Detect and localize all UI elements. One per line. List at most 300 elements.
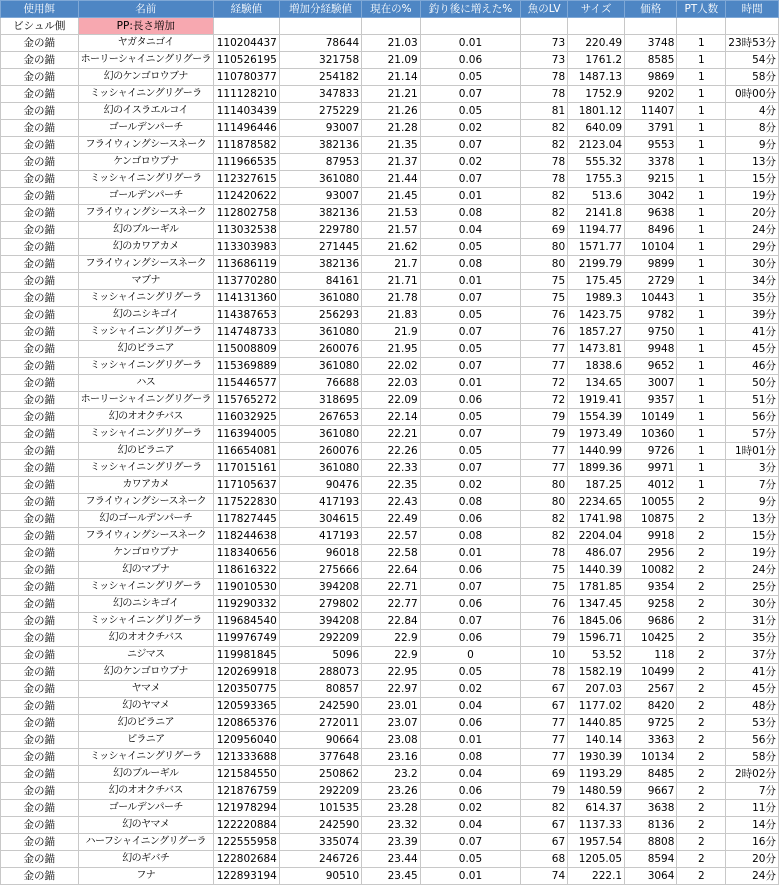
cell-time[interactable]: 46分 <box>726 358 779 375</box>
cell-size[interactable]: 1845.06 <box>568 613 625 630</box>
cell-bait[interactable]: 金の錨 <box>1 698 79 715</box>
cell-exp[interactable]: 120593365 <box>213 698 279 715</box>
cell-size[interactable]: 222.1 <box>568 868 625 885</box>
cell-price[interactable]: 9971 <box>625 460 677 477</box>
cell-party-size[interactable]: 1 <box>677 273 726 290</box>
cell-party-size[interactable]: 1 <box>677 69 726 86</box>
cell-party-size[interactable]: 2 <box>677 545 726 562</box>
cell-time[interactable]: 15分 <box>726 528 779 545</box>
cell-fish-level[interactable]: 79 <box>521 630 568 647</box>
cell-bait[interactable]: 金の錨 <box>1 596 79 613</box>
cell-name[interactable]: ハス <box>78 375 213 392</box>
cell-bait[interactable]: 金の錨 <box>1 86 79 103</box>
cell-fish-level[interactable]: 80 <box>521 477 568 494</box>
cell-current-percent[interactable]: 23.28 <box>362 800 421 817</box>
cell-current-percent[interactable]: 22.35 <box>362 477 421 494</box>
cell-bait[interactable]: 金の錨 <box>1 834 79 851</box>
cell-exp-gain[interactable]: 90510 <box>279 868 361 885</box>
cell-party-size[interactable]: 2 <box>677 528 726 545</box>
cell-current-percent[interactable]: 23.2 <box>362 766 421 783</box>
cell-party-size[interactable]: 2 <box>677 596 726 613</box>
cell-party-size[interactable]: 2 <box>677 630 726 647</box>
cell-bait[interactable]: 金の錨 <box>1 205 79 222</box>
cell-exp-gain[interactable]: 246726 <box>279 851 361 868</box>
cell-size[interactable]: 1194.77 <box>568 222 625 239</box>
cell-name[interactable]: ミッシャイニングリグーラ <box>78 86 213 103</box>
cell-exp-gain[interactable]: 84161 <box>279 273 361 290</box>
cell-bait[interactable]: 金の錨 <box>1 494 79 511</box>
cell-size[interactable]: 1801.12 <box>568 103 625 120</box>
cell-current-percent[interactable]: 21.78 <box>362 290 421 307</box>
cell-exp-gain[interactable]: 93007 <box>279 188 361 205</box>
cell-exp[interactable]: 118616322 <box>213 562 279 579</box>
cell-exp[interactable]: 121978294 <box>213 800 279 817</box>
cell-exp-gain[interactable]: 87953 <box>279 154 361 171</box>
cell-price[interactable]: 2729 <box>625 273 677 290</box>
cell-percent-gain[interactable]: 0.07 <box>420 324 521 341</box>
cell-exp[interactable]: 112802758 <box>213 205 279 222</box>
cell-exp[interactable]: 111878582 <box>213 137 279 154</box>
cell-party-size[interactable]: 1 <box>677 426 726 443</box>
cell-name[interactable]: 幻のオオクチバス <box>78 783 213 800</box>
cell-size[interactable]: 207.03 <box>568 681 625 698</box>
cell-size[interactable]: 1761.2 <box>568 52 625 69</box>
cell-time[interactable]: 31分 <box>726 613 779 630</box>
cell-fish-level[interactable]: 82 <box>521 205 568 222</box>
cell-time[interactable]: 7分 <box>726 477 779 494</box>
cell-party-size[interactable]: 1 <box>677 120 726 137</box>
cell-price[interactable]: 9638 <box>625 205 677 222</box>
cell-current-percent[interactable]: 22.97 <box>362 681 421 698</box>
cell-size[interactable]: 1973.49 <box>568 426 625 443</box>
cell-current-percent[interactable]: 22.9 <box>362 647 421 664</box>
cell-exp-gain[interactable]: 256293 <box>279 307 361 324</box>
cell-exp[interactable]: 114131360 <box>213 290 279 307</box>
cell-size[interactable]: 1741.98 <box>568 511 625 528</box>
cell-current-percent[interactable]: 23.07 <box>362 715 421 732</box>
cell-percent-gain[interactable]: 0.07 <box>420 426 521 443</box>
cell-bait[interactable]: 金の錨 <box>1 732 79 749</box>
cell-name[interactable]: 幻のニシキゴイ <box>78 307 213 324</box>
cell-exp[interactable]: 119684540 <box>213 613 279 630</box>
cell-exp[interactable]: 111966535 <box>213 154 279 171</box>
cell-exp-gain[interactable]: 292209 <box>279 630 361 647</box>
cell-fish-level[interactable]: 73 <box>521 52 568 69</box>
cell-name[interactable]: フライウィングシースネーク <box>78 256 213 273</box>
cell-exp[interactable]: 113032538 <box>213 222 279 239</box>
cell-exp[interactable]: 110204437 <box>213 35 279 52</box>
cell-exp-gain[interactable]: 90476 <box>279 477 361 494</box>
cell-percent-gain[interactable]: 0.06 <box>420 596 521 613</box>
cell-current-percent[interactable]: 21.71 <box>362 273 421 290</box>
cell-time[interactable]: 56分 <box>726 409 779 426</box>
cell-name[interactable]: 幻のピラニア <box>78 341 213 358</box>
cell-percent-gain[interactable]: 0.01 <box>420 188 521 205</box>
cell-current-percent[interactable]: 22.33 <box>362 460 421 477</box>
cell-fish-level[interactable]: 76 <box>521 613 568 630</box>
cell-party-size[interactable]: 1 <box>677 35 726 52</box>
cell-percent-gain[interactable]: 0.02 <box>420 154 521 171</box>
cell-party-size[interactable]: 2 <box>677 868 726 885</box>
cell-fish-level[interactable]: 75 <box>521 562 568 579</box>
cell-name[interactable]: マブナ <box>78 273 213 290</box>
cell-exp-gain[interactable]: 377648 <box>279 749 361 766</box>
cell-bait[interactable]: 金の錨 <box>1 851 79 868</box>
cell-fish-level[interactable]: 76 <box>521 324 568 341</box>
cell-price[interactable]: 9215 <box>625 171 677 188</box>
cell-bait[interactable]: 金の錨 <box>1 171 79 188</box>
cell-fish-level[interactable]: 67 <box>521 817 568 834</box>
cell-time[interactable]: 8分 <box>726 120 779 137</box>
cell-exp-gain[interactable]: 254182 <box>279 69 361 86</box>
cell-current-percent[interactable]: 21.57 <box>362 222 421 239</box>
cell-current-percent[interactable]: 22.64 <box>362 562 421 579</box>
cell-name[interactable]: ゴールデンパーチ <box>78 120 213 137</box>
cell-name[interactable]: フライウィングシースネーク <box>78 205 213 222</box>
cell-current-percent[interactable]: 22.02 <box>362 358 421 375</box>
cell-exp[interactable]: 115008809 <box>213 341 279 358</box>
cell-price[interactable]: 10443 <box>625 290 677 307</box>
cell-percent-gain[interactable]: 0.05 <box>420 851 521 868</box>
cell-time[interactable]: 58分 <box>726 749 779 766</box>
cell-current-percent[interactable]: 21.14 <box>362 69 421 86</box>
cell-time[interactable]: 37分 <box>726 647 779 664</box>
cell-size[interactable]: 513.6 <box>568 188 625 205</box>
cell-percent-gain[interactable]: 0.07 <box>420 460 521 477</box>
cell-size[interactable]: 1781.85 <box>568 579 625 596</box>
cell-time[interactable]: 35分 <box>726 630 779 647</box>
cell-percent-gain[interactable]: 0.06 <box>420 715 521 732</box>
cell-time[interactable]: 2時02分 <box>726 766 779 783</box>
cell-size[interactable]: 1582.19 <box>568 664 625 681</box>
cell-fish-level[interactable]: 78 <box>521 69 568 86</box>
cell-time[interactable]: 14分 <box>726 817 779 834</box>
cell-fish-level[interactable]: 75 <box>521 273 568 290</box>
cell-fish-level[interactable]: 76 <box>521 307 568 324</box>
bait-note-cell[interactable]: ビシュル側 <box>1 18 79 35</box>
cell-exp[interactable]: 117522830 <box>213 494 279 511</box>
cell-exp[interactable]: 120350775 <box>213 681 279 698</box>
cell-name[interactable]: ヤマメ <box>78 681 213 698</box>
cell-party-size[interactable]: 2 <box>677 834 726 851</box>
empty-cell[interactable] <box>213 18 279 35</box>
cell-exp[interactable]: 110780377 <box>213 69 279 86</box>
cell-size[interactable]: 140.14 <box>568 732 625 749</box>
cell-party-size[interactable]: 1 <box>677 171 726 188</box>
cell-time[interactable]: 30分 <box>726 596 779 613</box>
cell-fish-level[interactable]: 72 <box>521 375 568 392</box>
empty-cell[interactable] <box>726 18 779 35</box>
cell-percent-gain[interactable]: 0.07 <box>420 290 521 307</box>
cell-party-size[interactable]: 1 <box>677 460 726 477</box>
cell-exp-gain[interactable]: 272011 <box>279 715 361 732</box>
cell-bait[interactable]: 金の錨 <box>1 443 79 460</box>
cell-party-size[interactable]: 2 <box>677 681 726 698</box>
cell-current-percent[interactable]: 22.71 <box>362 579 421 596</box>
cell-name[interactable]: ゴールデンパーチ <box>78 188 213 205</box>
cell-exp-gain[interactable]: 394208 <box>279 613 361 630</box>
cell-exp-gain[interactable]: 275229 <box>279 103 361 120</box>
cell-name[interactable]: ミッシャイニングリグーラ <box>78 324 213 341</box>
cell-name[interactable]: フライウィングシースネーク <box>78 494 213 511</box>
cell-exp[interactable]: 120865376 <box>213 715 279 732</box>
cell-party-size[interactable]: 1 <box>677 188 726 205</box>
cell-size[interactable]: 1930.39 <box>568 749 625 766</box>
cell-size[interactable]: 1755.3 <box>568 171 625 188</box>
cell-party-size[interactable]: 1 <box>677 239 726 256</box>
cell-exp[interactable]: 119976749 <box>213 630 279 647</box>
cell-exp-gain[interactable]: 78644 <box>279 35 361 52</box>
cell-exp-gain[interactable]: 260076 <box>279 341 361 358</box>
cell-percent-gain[interactable]: 0.02 <box>420 800 521 817</box>
cell-fish-level[interactable]: 78 <box>521 545 568 562</box>
cell-exp-gain[interactable]: 347833 <box>279 86 361 103</box>
cell-size[interactable]: 1347.45 <box>568 596 625 613</box>
cell-name[interactable]: ホーリーシャイニングリグーラ <box>78 392 213 409</box>
cell-exp-gain[interactable]: 382136 <box>279 137 361 154</box>
cell-name[interactable]: 幻のピラニア <box>78 443 213 460</box>
cell-fish-level[interactable]: 80 <box>521 494 568 511</box>
cell-bait[interactable]: 金の錨 <box>1 392 79 409</box>
cell-price[interactable]: 8485 <box>625 766 677 783</box>
cell-price[interactable]: 3042 <box>625 188 677 205</box>
cell-exp[interactable]: 114387653 <box>213 307 279 324</box>
cell-current-percent[interactable]: 23.45 <box>362 868 421 885</box>
cell-current-percent[interactable]: 22.84 <box>362 613 421 630</box>
cell-current-percent[interactable]: 21.26 <box>362 103 421 120</box>
cell-bait[interactable]: 金の錨 <box>1 154 79 171</box>
cell-fish-level[interactable]: 82 <box>521 137 568 154</box>
cell-percent-gain[interactable]: 0.07 <box>420 834 521 851</box>
cell-party-size[interactable]: 1 <box>677 358 726 375</box>
cell-bait[interactable]: 金の錨 <box>1 222 79 239</box>
cell-name[interactable]: 幻のマブナ <box>78 562 213 579</box>
cell-percent-gain[interactable]: 0.05 <box>420 239 521 256</box>
cell-exp-gain[interactable]: 417193 <box>279 494 361 511</box>
cell-bait[interactable]: 金の錨 <box>1 103 79 120</box>
cell-fish-level[interactable]: 74 <box>521 868 568 885</box>
cell-current-percent[interactable]: 21.9 <box>362 324 421 341</box>
cell-exp-gain[interactable]: 80857 <box>279 681 361 698</box>
cell-size[interactable]: 134.65 <box>568 375 625 392</box>
cell-bait[interactable]: 金の錨 <box>1 528 79 545</box>
cell-time[interactable]: 54分 <box>726 52 779 69</box>
cell-exp-gain[interactable]: 260076 <box>279 443 361 460</box>
cell-size[interactable]: 1440.85 <box>568 715 625 732</box>
cell-percent-gain[interactable]: 0.05 <box>420 103 521 120</box>
cell-bait[interactable]: 金の錨 <box>1 375 79 392</box>
cell-size[interactable]: 2234.65 <box>568 494 625 511</box>
cell-percent-gain[interactable]: 0.04 <box>420 698 521 715</box>
cell-name[interactable]: ニジマス <box>78 647 213 664</box>
cell-percent-gain[interactable]: 0.01 <box>420 35 521 52</box>
cell-fish-level[interactable]: 77 <box>521 443 568 460</box>
cell-percent-gain[interactable]: 0.01 <box>420 545 521 562</box>
cell-exp-gain[interactable]: 76688 <box>279 375 361 392</box>
cell-party-size[interactable]: 2 <box>677 613 726 630</box>
cell-percent-gain[interactable]: 0.05 <box>420 664 521 681</box>
cell-time[interactable]: 50分 <box>726 375 779 392</box>
cell-bait[interactable]: 金の錨 <box>1 307 79 324</box>
cell-bait[interactable]: 金の錨 <box>1 664 79 681</box>
cell-price[interactable]: 10875 <box>625 511 677 528</box>
cell-party-size[interactable]: 2 <box>677 647 726 664</box>
cell-bait[interactable]: 金の錨 <box>1 749 79 766</box>
cell-name[interactable]: 幻のブルーギル <box>78 222 213 239</box>
cell-exp-gain[interactable]: 96018 <box>279 545 361 562</box>
cell-price[interactable]: 9725 <box>625 715 677 732</box>
cell-price[interactable]: 2567 <box>625 681 677 698</box>
pp-note-cell[interactable]: PP:長さ増加 <box>78 18 213 35</box>
cell-current-percent[interactable]: 22.49 <box>362 511 421 528</box>
cell-party-size[interactable]: 2 <box>677 749 726 766</box>
cell-current-percent[interactable]: 23.08 <box>362 732 421 749</box>
cell-time[interactable]: 25分 <box>726 579 779 596</box>
cell-size[interactable]: 175.45 <box>568 273 625 290</box>
cell-party-size[interactable]: 1 <box>677 290 726 307</box>
cell-party-size[interactable]: 1 <box>677 154 726 171</box>
cell-time[interactable]: 9分 <box>726 137 779 154</box>
cell-exp[interactable]: 112327615 <box>213 171 279 188</box>
cell-percent-gain[interactable]: 0.08 <box>420 256 521 273</box>
cell-name[interactable]: 幻のオオクチバス <box>78 409 213 426</box>
cell-name[interactable]: ゴールデンパーチ <box>78 800 213 817</box>
cell-name[interactable]: ミッシャイニングリグーラ <box>78 290 213 307</box>
cell-exp[interactable]: 115765272 <box>213 392 279 409</box>
cell-name[interactable]: ミッシャイニングリグーラ <box>78 358 213 375</box>
cell-bait[interactable]: 金の錨 <box>1 256 79 273</box>
cell-size[interactable]: 1177.02 <box>568 698 625 715</box>
cell-bait[interactable]: 金の錨 <box>1 868 79 885</box>
cell-party-size[interactable]: 2 <box>677 851 726 868</box>
cell-exp[interactable]: 117015161 <box>213 460 279 477</box>
cell-exp-gain[interactable]: 288073 <box>279 664 361 681</box>
cell-name[interactable]: フナ <box>78 868 213 885</box>
cell-price[interactable]: 9918 <box>625 528 677 545</box>
cell-exp-gain[interactable]: 417193 <box>279 528 361 545</box>
cell-size[interactable]: 1596.71 <box>568 630 625 647</box>
cell-fish-level[interactable]: 77 <box>521 358 568 375</box>
cell-price[interactable]: 10149 <box>625 409 677 426</box>
cell-current-percent[interactable]: 23.39 <box>362 834 421 851</box>
cell-bait[interactable]: 金の錨 <box>1 579 79 596</box>
cell-bait[interactable]: 金の錨 <box>1 460 79 477</box>
cell-current-percent[interactable]: 21.53 <box>362 205 421 222</box>
cell-size[interactable]: 1205.05 <box>568 851 625 868</box>
cell-time[interactable]: 58分 <box>726 69 779 86</box>
cell-time[interactable]: 57分 <box>726 426 779 443</box>
cell-party-size[interactable]: 2 <box>677 511 726 528</box>
cell-bait[interactable]: 金の錨 <box>1 715 79 732</box>
cell-price[interactable]: 9652 <box>625 358 677 375</box>
cell-size[interactable]: 2199.79 <box>568 256 625 273</box>
cell-fish-level[interactable]: 72 <box>521 392 568 409</box>
cell-time[interactable]: 24分 <box>726 222 779 239</box>
column-header-exp-gain[interactable]: 増加分経験値 <box>279 1 361 18</box>
cell-time[interactable]: 9分 <box>726 494 779 511</box>
cell-party-size[interactable]: 2 <box>677 817 726 834</box>
cell-time[interactable]: 48分 <box>726 698 779 715</box>
cell-fish-level[interactable]: 75 <box>521 579 568 596</box>
column-header-time[interactable]: 時間 <box>726 1 779 18</box>
cell-time[interactable]: 24分 <box>726 868 779 885</box>
cell-price[interactable]: 10134 <box>625 749 677 766</box>
cell-exp[interactable]: 113686119 <box>213 256 279 273</box>
cell-size[interactable]: 2141.8 <box>568 205 625 222</box>
cell-exp[interactable]: 115369889 <box>213 358 279 375</box>
cell-size[interactable]: 1193.29 <box>568 766 625 783</box>
cell-price[interactable]: 118 <box>625 647 677 664</box>
cell-percent-gain[interactable]: 0.06 <box>420 630 521 647</box>
cell-current-percent[interactable]: 21.37 <box>362 154 421 171</box>
cell-time[interactable]: 16分 <box>726 834 779 851</box>
cell-exp[interactable]: 112420622 <box>213 188 279 205</box>
cell-exp[interactable]: 121584550 <box>213 766 279 783</box>
cell-bait[interactable]: 金の錨 <box>1 800 79 817</box>
empty-cell[interactable] <box>362 18 421 35</box>
cell-name[interactable]: 幻のケンゴロウブナ <box>78 664 213 681</box>
cell-percent-gain[interactable]: 0.08 <box>420 749 521 766</box>
cell-exp[interactable]: 114748733 <box>213 324 279 341</box>
cell-price[interactable]: 11407 <box>625 103 677 120</box>
cell-current-percent[interactable]: 22.21 <box>362 426 421 443</box>
cell-fish-level[interactable]: 69 <box>521 766 568 783</box>
cell-fish-level[interactable]: 78 <box>521 171 568 188</box>
cell-exp[interactable]: 117105637 <box>213 477 279 494</box>
cell-party-size[interactable]: 2 <box>677 715 726 732</box>
cell-party-size[interactable]: 1 <box>677 392 726 409</box>
cell-price[interactable]: 9750 <box>625 324 677 341</box>
cell-percent-gain[interactable]: 0.07 <box>420 86 521 103</box>
cell-bait[interactable]: 金の錨 <box>1 35 79 52</box>
cell-price[interactable]: 2956 <box>625 545 677 562</box>
cell-fish-level[interactable]: 78 <box>521 664 568 681</box>
cell-price[interactable]: 9354 <box>625 579 677 596</box>
cell-fish-level[interactable]: 67 <box>521 834 568 851</box>
cell-percent-gain[interactable]: 0.04 <box>420 817 521 834</box>
cell-party-size[interactable]: 2 <box>677 562 726 579</box>
cell-exp[interactable]: 122802684 <box>213 851 279 868</box>
cell-time[interactable]: 4分 <box>726 103 779 120</box>
cell-bait[interactable]: 金の錨 <box>1 630 79 647</box>
cell-size[interactable]: 614.37 <box>568 800 625 817</box>
cell-price[interactable]: 8585 <box>625 52 677 69</box>
cell-current-percent[interactable]: 23.26 <box>362 783 421 800</box>
cell-percent-gain[interactable]: 0.08 <box>420 494 521 511</box>
cell-exp[interactable]: 122555958 <box>213 834 279 851</box>
cell-percent-gain[interactable]: 0.05 <box>420 69 521 86</box>
cell-price[interactable]: 3007 <box>625 375 677 392</box>
cell-current-percent[interactable]: 22.26 <box>362 443 421 460</box>
cell-percent-gain[interactable]: 0.08 <box>420 528 521 545</box>
cell-price[interactable]: 8420 <box>625 698 677 715</box>
cell-time[interactable]: 51分 <box>726 392 779 409</box>
cell-percent-gain[interactable]: 0.01 <box>420 375 521 392</box>
cell-exp[interactable]: 118340656 <box>213 545 279 562</box>
cell-bait[interactable]: 金の錨 <box>1 409 79 426</box>
cell-price[interactable]: 9202 <box>625 86 677 103</box>
cell-current-percent[interactable]: 22.77 <box>362 596 421 613</box>
empty-cell[interactable] <box>677 18 726 35</box>
cell-price[interactable]: 9667 <box>625 783 677 800</box>
cell-size[interactable]: 1571.77 <box>568 239 625 256</box>
cell-percent-gain[interactable]: 0.05 <box>420 341 521 358</box>
cell-price[interactable]: 9782 <box>625 307 677 324</box>
cell-fish-level[interactable]: 82 <box>521 120 568 137</box>
cell-price[interactable]: 3363 <box>625 732 677 749</box>
cell-current-percent[interactable]: 22.14 <box>362 409 421 426</box>
cell-party-size[interactable]: 1 <box>677 307 726 324</box>
